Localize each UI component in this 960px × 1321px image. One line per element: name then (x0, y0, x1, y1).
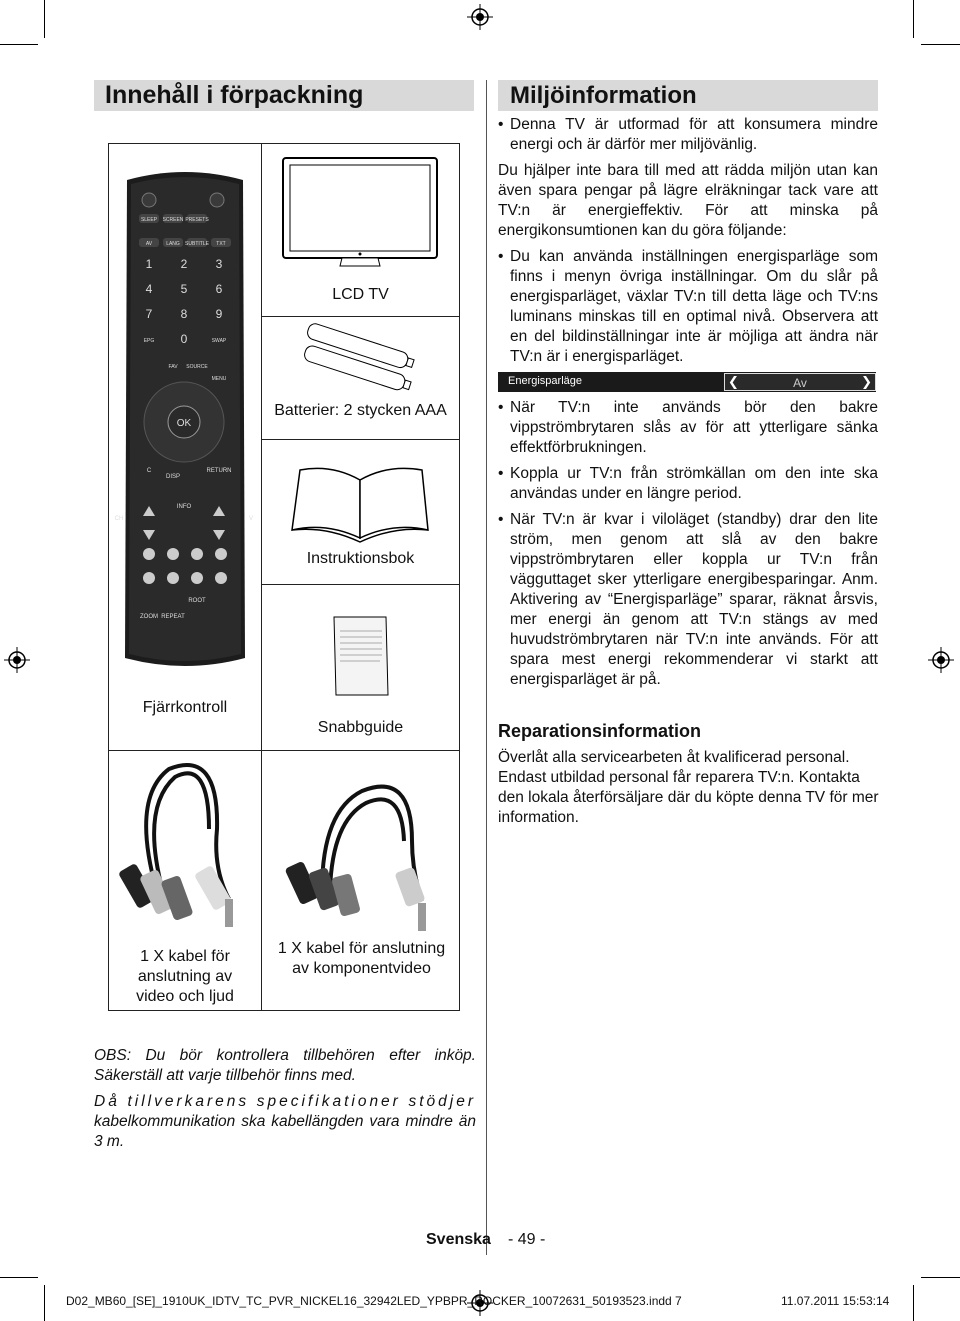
quick-guide-illustration (262, 609, 459, 709)
note-cable-length-end: kabelkommunikation ska kabellängden vara mindre än 3 m. (94, 1113, 476, 1150)
component-cable-illustration (262, 751, 459, 941)
svg-text:SLEEP: SLEEP (140, 217, 158, 223)
svg-text:CH: CH (114, 516, 124, 522)
bullet-standby: • När TV:n är kvar i viloläget (standby) drar den lite ström, men genom att slå av den bakre vippströmbrytaren eller koppla ur TV:n från vägguttaget sker ytterligare energibesparingar. Anm. Aktivering av “Energisparläge” sparar, räknat årsvis, mer energi än genom att TV:n stängs av med huvudströmbrytaren när TV:n inte används. För att spara mest energi rekommenderar vi starkt att energisparläget är på. (498, 510, 878, 690)
bullet-unplug: • Koppla ur TV:n från strömkällan om den inte ska användas under en längre period. (498, 464, 878, 504)
svg-text:7: 7 (145, 307, 153, 321)
repair-text: Överlåt alla servicearbeten åt kvalificerad personal. Endast utbildad personal får reparera TV:n. Kontakta den lokala återförsäljare där du köpte denna TV för mer information. (498, 749, 879, 826)
print-slug-date: 11.07.2011 15:53:14 (781, 1294, 890, 1308)
svg-text:RETURN: RETURN (206, 468, 232, 474)
svg-text:V: V (248, 516, 254, 522)
remote-label: Fjärrkontroll (142, 699, 228, 716)
registration-mark-icon (467, 4, 493, 30)
crop-mark (913, 0, 914, 38)
accessories-note (94, 1046, 476, 1152)
environment-body-1 (498, 115, 878, 367)
instruction-book-illustration (262, 452, 459, 552)
lcd-tv-illustration (262, 150, 459, 280)
batteries-cell (261, 316, 460, 440)
manual-label: Instruktionsbok (306, 550, 415, 567)
svg-text:TXT: TXT (216, 241, 226, 247)
svg-text:LANG: LANG (166, 241, 180, 247)
crop-mark (913, 1285, 914, 1321)
batteries-label: Batterier: 2 stycken AAA (274, 402, 447, 419)
energy-saving-menu-bar (498, 372, 876, 392)
crop-mark (44, 1285, 45, 1321)
svg-text:PRESETS: PRESETS (185, 217, 209, 223)
energy-saving-value: Av (793, 376, 807, 390)
batteries-illustration (262, 323, 459, 393)
svg-text:FAV: FAV (168, 364, 178, 370)
crop-mark (0, 44, 38, 45)
crop-mark (0, 1277, 38, 1278)
svg-text:8: 8 (180, 307, 188, 321)
column-divider (486, 80, 487, 1255)
chevron-left-icon: ❮ (728, 374, 739, 389)
svg-text:EPG: EPG (143, 338, 155, 344)
svg-text:AV: AV (145, 241, 153, 247)
svg-text:SWAP: SWAP (211, 338, 227, 344)
av-cable-illustration (109, 759, 261, 939)
remote-cell (108, 143, 262, 751)
svg-text:6: 6 (215, 282, 223, 296)
bullet-energy-design: • Denna TV är utformad för att konsumera mindre energi och är därför mer miljövänlig. (498, 115, 878, 155)
svg-text:C: C (146, 468, 152, 474)
tv-cell (261, 143, 460, 317)
svg-text:OK: OK (176, 418, 192, 429)
manual-cell (261, 439, 460, 585)
svg-text:DISP: DISP (165, 474, 181, 480)
svg-text:4: 4 (145, 282, 153, 296)
svg-text:INFO: INFO (176, 504, 192, 510)
component-cable-label: 1 X kabel för anslutning av komponentvideo (277, 940, 446, 977)
print-slug-filename: D02_MB60_[SE]_1910UK_IDTV_TC_PVR_NICKEL16_32942LED_YPBPR_ROCKER_10072631_50193523.indd 7 (66, 1294, 682, 1308)
repair-heading: Reparationsinformation (498, 721, 702, 741)
svg-text:ROOT: ROOT (188, 598, 206, 604)
svg-text:MENU: MENU (211, 376, 227, 382)
registration-mark-icon (928, 647, 954, 673)
paragraph-save-money: Du hjälper inte bara till med att rädda miljön utan kan även spara pengar på lägre elräkningar tack vare att TV:n är energieffektiv. För att minska på energikonsumtionen kan du göra följande: (498, 162, 878, 239)
component-cable-cell (261, 750, 460, 1011)
crop-mark (921, 44, 960, 45)
svg-text:REPEAT: REPEAT (161, 614, 185, 620)
tv-label: LCD TV (332, 286, 389, 303)
footer-language: Svenska (426, 1231, 491, 1248)
remote-control-illustration (109, 168, 261, 688)
svg-text:3: 3 (215, 257, 223, 271)
svg-text:0: 0 (180, 332, 188, 346)
package-contents-heading: Innehåll i förpackning (94, 80, 474, 111)
environment-heading: Miljöinformation (498, 80, 878, 111)
av-cable-cell (108, 750, 262, 1011)
svg-text:SUBTITLE: SUBTITLE (185, 241, 209, 247)
crop-mark (921, 1277, 960, 1278)
svg-text:5: 5 (180, 282, 188, 296)
svg-text:ZOOM: ZOOM (140, 614, 158, 620)
quickguide-label: Snabbguide (317, 719, 404, 736)
svg-text:1: 1 (145, 257, 153, 271)
note-check-accessories: OBS: Du bör kontrollera tillbehören efter inköp. Säkerställ att varje tillbehör finns med. (94, 1047, 476, 1084)
bullet-rocker-switch: • När TV:n inte används bör den bakre vippströmbrytaren slås av för att ytterligare sänka effektförbrukningen. (498, 398, 878, 458)
quickguide-cell (261, 584, 460, 751)
registration-mark-icon (4, 647, 30, 673)
chevron-right-icon: ❯ (861, 374, 872, 389)
environment-body-2 (498, 398, 878, 690)
energy-saving-label: Energisparläge (508, 375, 582, 387)
svg-text:9: 9 (215, 307, 223, 321)
footer-page-number: - 49 - (508, 1231, 546, 1248)
svg-text:SOURCE: SOURCE (186, 364, 208, 370)
energy-saving-selector (724, 373, 876, 391)
crop-mark (44, 0, 45, 38)
bullet-energy-saving-mode: • Du kan använda inställningen energisparläge som finns i menyn övriga inställningar. Om du slår på energisparläget, växlar TV:n till detta läge och TV:ns luminans minskas till en optimal nivå. Observera att en del bildinställningar inte är möjliga att ändra när TV:n är i energisparläget. (498, 247, 878, 367)
note-cable-length (94, 1092, 476, 1152)
svg-text:SCREEN: SCREEN (162, 217, 184, 223)
av-cable-label: 1 X kabel för anslutning av video och ljud (136, 948, 234, 1005)
note-cable-length-start: Då tillverkarens specifikationer stödjer (94, 1093, 476, 1110)
svg-text:2: 2 (180, 257, 188, 271)
